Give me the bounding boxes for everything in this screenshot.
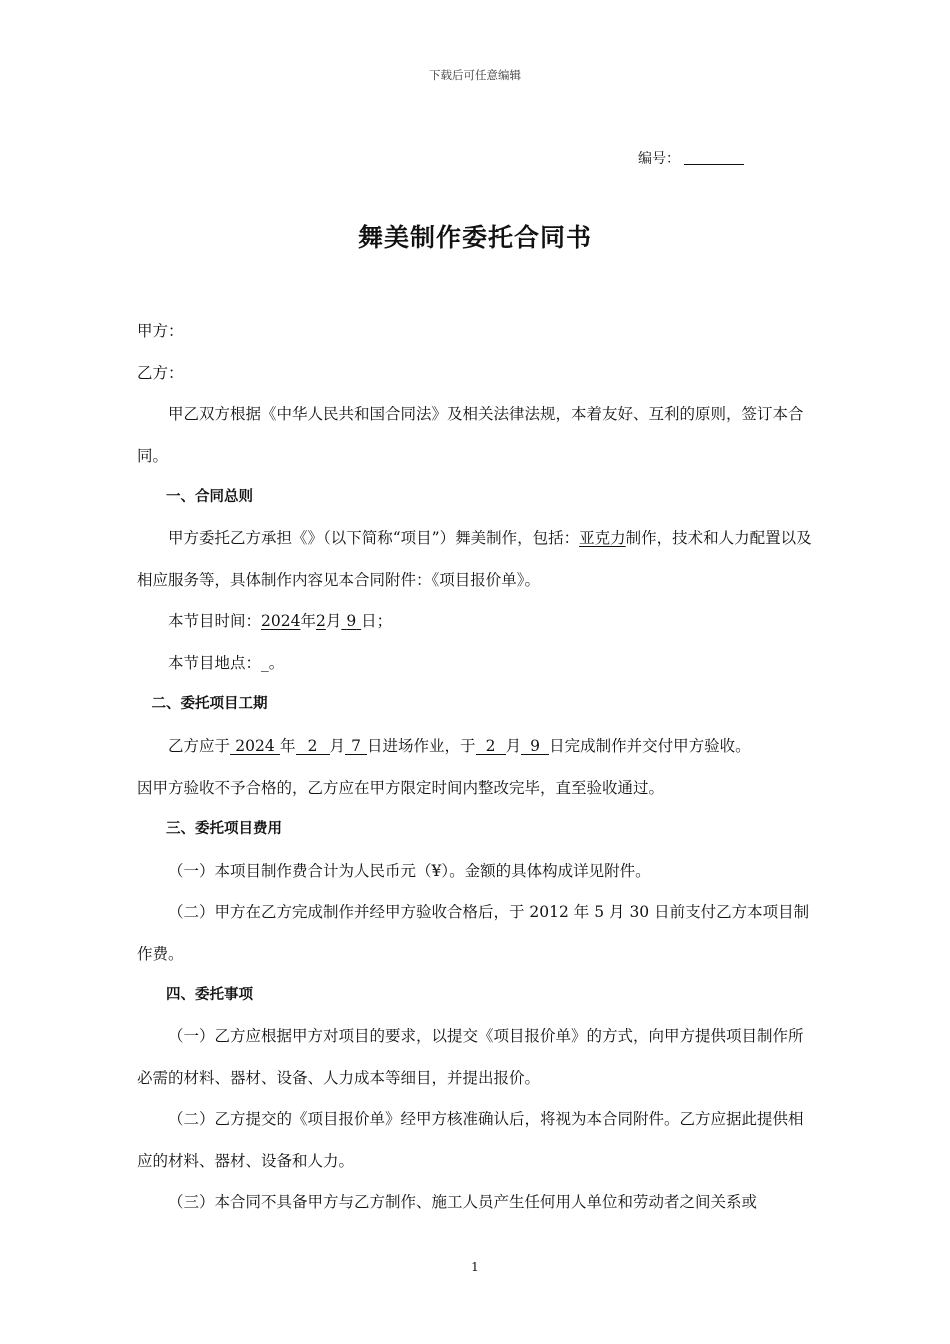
schedule-end-month-unit: 月 — [505, 737, 522, 755]
section-2-heading: 二、委托项目工期 — [151, 696, 268, 712]
section-4-heading: 四、委托事项 — [166, 987, 253, 1003]
party-a-line: 甲方： — [137, 322, 184, 340]
page-number: 1 — [471, 1260, 479, 1274]
program-time-day-unit: 日； — [361, 612, 393, 630]
schedule-end-month: 2 — [476, 738, 506, 755]
section-1-text-before: 甲方委托乙方承担《》（以下简称“项目”）舞美制作，包括： — [168, 529, 580, 547]
section-2-continued: 因甲方验收不予合格的，乙方应在甲方限定时间内整改完毕，直至验收通过。 — [137, 779, 665, 797]
contract-number-blank — [684, 150, 744, 165]
intro-paragraph: 甲乙双方根据《中华人民共和国合同法》及相关法律法规，本着友好、互利的原则，签订本合同。 — [137, 405, 804, 465]
section-1-text-after: 制作，技术和人力配置以及相应服务等，具体制作内容见本合同附件：《项目报价单》。 — [137, 529, 812, 589]
section-4-item-3: （三）本合同不具备甲方与乙方制作、施工人员产生任何用人单位和劳动者之间关系或 — [168, 1193, 758, 1211]
program-time-month-unit: 月 — [325, 612, 342, 630]
schedule-prefix: 乙方应于 — [168, 737, 231, 755]
contract-number — [638, 148, 744, 168]
section-3-heading: 三、委托项目费用 — [166, 821, 282, 837]
section-3-item-1: （一）本项目制作费合计为人民币元（¥）。金额的具体构成详见附件。 — [168, 862, 651, 880]
section-2-paragraph — [137, 725, 817, 767]
schedule-start-suffix: 日进场作业，于 — [367, 737, 476, 755]
section-1-material: 亚克力 — [579, 529, 626, 547]
schedule-start-day: 7 — [345, 738, 367, 755]
program-time — [137, 600, 817, 642]
schedule-month-unit: 月 — [329, 737, 346, 755]
program-time-day-value: 9 — [346, 612, 357, 630]
document-title: 舞美制作委托合同书 — [357, 223, 592, 252]
party-b-line: 乙方： — [137, 364, 184, 382]
section-4-item-2: （二）乙方提交的《项目报价单》经甲方核准确认后，将视为本合同附件。乙方应据此提供相应的材料、器材、设备和人力。 — [137, 1110, 804, 1170]
section-1-heading: 一、合同总则 — [166, 489, 253, 505]
header-note: 下载后可任意编辑 — [429, 68, 521, 82]
program-time-year-unit: 年 — [300, 612, 316, 630]
schedule-year-unit: 年 — [280, 737, 296, 755]
program-place: 本节目地点：_。 — [168, 654, 285, 672]
schedule-end-day: 9 — [521, 738, 549, 755]
program-time-day — [341, 612, 361, 630]
schedule-end-suffix: 日完成制作并交付甲方验收。 — [549, 737, 751, 755]
program-time-year: 2024 — [261, 612, 301, 630]
schedule-start-month: 2 — [296, 738, 330, 755]
program-time-label: 本节目时间： — [168, 612, 262, 630]
section-3-item-2: （二）甲方在乙方完成制作并经甲方验收合格后，于 2012 年 5 月 30 日前支付乙方本项目制作费。 — [137, 903, 810, 963]
contract-number-label: 编号： — [638, 151, 680, 167]
program-time-month: 2 — [315, 612, 326, 630]
schedule-start-year: 2024 — [230, 738, 280, 755]
section-4-item-1: （一）乙方应根据甲方对项目的要求，以提交《项目报价单》的方式，向甲方提供项目制作所必需的材料、器材、设备、人力成本等细目，并提出报价。 — [137, 1027, 804, 1087]
section-1-paragraph — [137, 517, 817, 601]
